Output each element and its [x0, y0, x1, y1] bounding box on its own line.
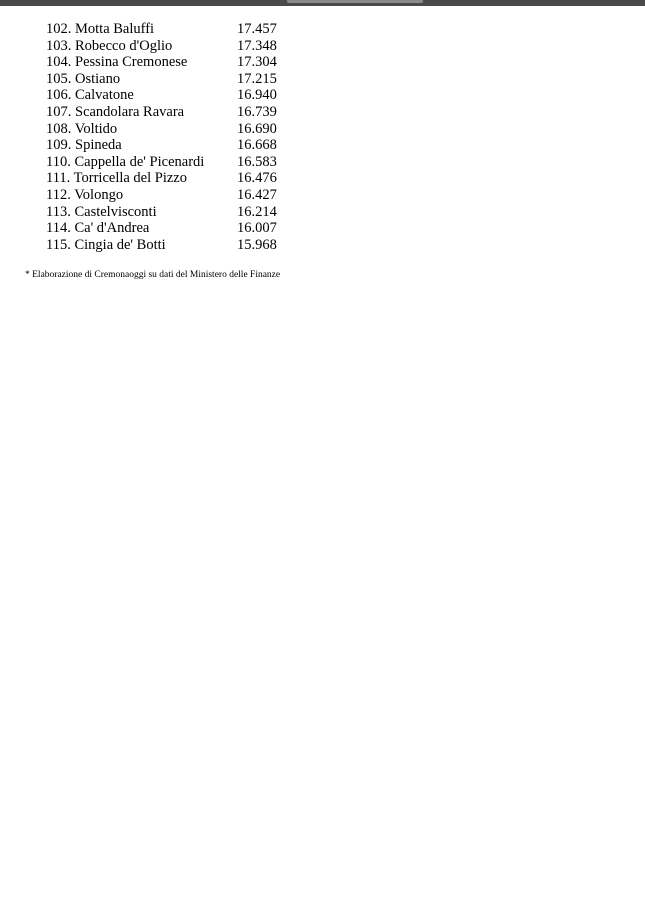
income-value: 16.583 — [237, 153, 277, 170]
municipality-name: 115. Cingia de' Botti — [46, 236, 166, 253]
income-value: 16.476 — [237, 170, 277, 187]
municipality-name: 103. Robecco d'Oglio — [46, 37, 173, 54]
municipality-name: 106. Calvatone — [46, 87, 134, 104]
municipality-name: 102. Motta Baluffi — [46, 21, 155, 37]
income-value: 17.348 — [237, 37, 277, 54]
municipality-name: 108. Voltido — [46, 120, 118, 137]
municipality-name: 109. Spineda — [46, 137, 122, 154]
browser-top-bar — [0, 0, 645, 6]
top-tab-indicator — [287, 0, 423, 3]
income-value: 16.427 — [237, 186, 277, 203]
municipality-name: 111. Torricella del Pizzo — [46, 170, 187, 187]
income-value: 16.739 — [237, 103, 277, 120]
income-value: 17.457 — [237, 21, 277, 37]
municipality-name: 112. Volongo — [46, 186, 124, 203]
income-value: 16.007 — [237, 220, 277, 237]
income-value: 17.304 — [237, 54, 277, 71]
income-value: 15.968 — [237, 236, 277, 253]
source-footnote: * Elaborazione di Cremonaoggi su dati del Ministero delle Finanze — [25, 270, 281, 280]
income-value: 16.690 — [237, 120, 277, 137]
municipality-name: 104. Pessina Cremonese — [46, 54, 188, 71]
income-value: 16.668 — [237, 137, 277, 154]
municipality-name: 105. Ostiano — [46, 70, 121, 87]
municipality-name: 113. Castelvisconti — [46, 203, 157, 220]
municipality-name: 107. Scandolara Ravara — [46, 103, 185, 120]
municipality-name: 110. Cappella de' Picenardi — [46, 153, 205, 170]
municipality-name: 114. Ca' d'Andrea — [46, 220, 150, 237]
income-value: 16.214 — [237, 203, 277, 220]
income-value: 16.940 — [237, 87, 277, 104]
income-value: 17.215 — [237, 70, 277, 87]
